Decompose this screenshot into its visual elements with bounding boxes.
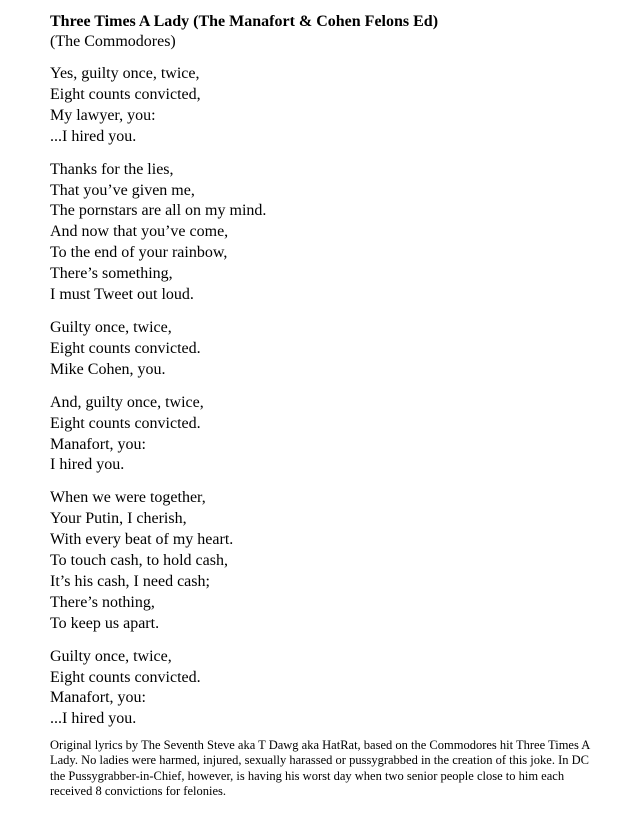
lyric-line: Eight counts convicted. <box>50 668 201 686</box>
lyric-line: Eight counts convicted, <box>50 85 201 103</box>
footnote: Original lyrics by The Seventh Steve aka T Dawg aka HatRat, based on the Commodores hit Three Times A Lady. No ladies were harmed, injured, sexually harassed or pussygrabbed in the creation of this joke. In DC the Pussygrabber-in-Chief, however, is having his worst day when two senior people close to him each received 8 convictions for felonies. <box>50 738 590 798</box>
lyric-line: Eight counts convicted. <box>50 339 201 357</box>
lyric-line: With every beat of my heart. <box>50 531 234 549</box>
lyrics-body <box>50 52 610 730</box>
lyric-line: To touch cash, to hold cash, <box>50 552 228 570</box>
lyric-line: ...I hired you. <box>50 127 137 145</box>
song-subtitle: (The Commodores) <box>50 33 176 50</box>
stanza-gap <box>50 635 610 647</box>
lyric-line: I must Tweet out loud. <box>50 286 194 304</box>
lyric-line: Eight counts convicted. <box>50 414 201 432</box>
lyric-line: That you’ve given me, <box>50 181 195 199</box>
stanza-gap <box>50 52 610 64</box>
lyric-line: ...I hired you. <box>50 710 137 728</box>
lyric-line: When we were together, <box>50 489 206 507</box>
stanza <box>50 318 610 381</box>
lyric-line: And, guilty once, twice, <box>50 393 204 411</box>
lyric-line: Yes, guilty once, twice, <box>50 65 200 82</box>
lyric-line: To keep us apart. <box>50 614 160 632</box>
song-title: Three Times A Lady (The Manafort & Cohen Felons Ed) <box>50 13 439 30</box>
stanza-gap <box>50 148 610 160</box>
lyric-line: Guilty once, twice, <box>50 647 172 665</box>
lyric-line: There’s something, <box>50 265 173 283</box>
lyric-line: It’s his cash, I need cash; <box>50 572 210 590</box>
lyric-line: Your Putin, I cherish, <box>50 510 187 528</box>
lyric-line: My lawyer, you: <box>50 106 156 124</box>
lyric-line: There’s nothing, <box>50 593 155 611</box>
lyric-line: To the end of your rainbow, <box>50 244 228 262</box>
lyric-line: And now that you’ve come, <box>50 223 229 241</box>
lyric-line: Mike Cohen, you. <box>50 360 166 378</box>
stanza <box>50 64 610 148</box>
lyric-line: Thanks for the lies, <box>50 160 174 178</box>
stanza-gap <box>50 306 610 318</box>
stanza <box>50 160 610 306</box>
stanza <box>50 393 610 477</box>
lyric-line: Guilty once, twice, <box>50 318 172 336</box>
stanza <box>50 488 610 634</box>
stanza-gap <box>50 476 610 488</box>
lyric-line: The pornstars are all on my mind. <box>50 202 267 220</box>
stanza <box>50 647 610 731</box>
stanza-gap <box>50 381 610 393</box>
lyric-line: Manafort, you: <box>50 689 146 707</box>
lyric-line: Manafort, you: <box>50 435 146 453</box>
lyric-line: I hired you. <box>50 456 125 474</box>
lyrics-page <box>50 12 610 799</box>
